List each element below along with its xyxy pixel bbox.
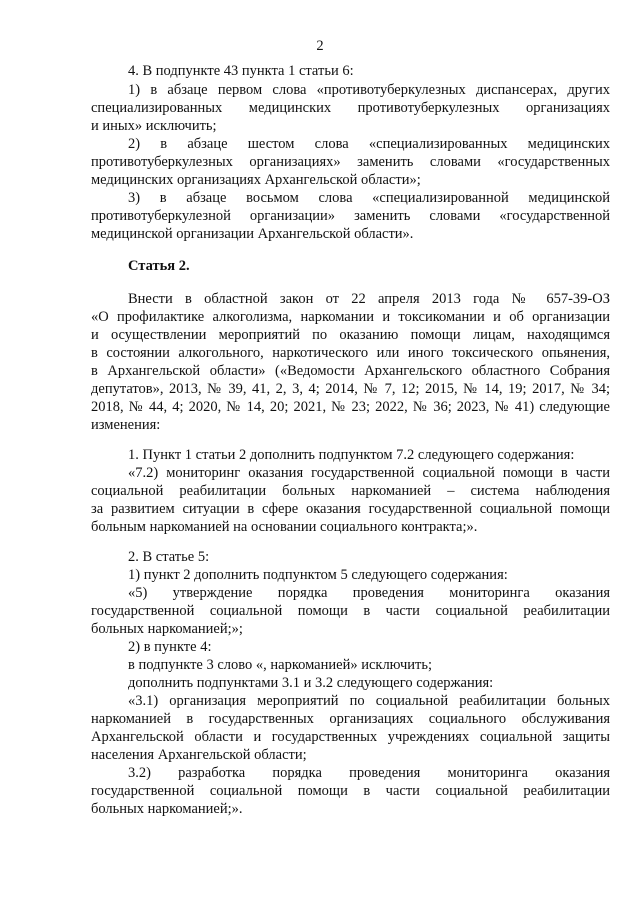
paragraph-line: 1) пункт 2 дополнить подпунктом 5 следующего содержания: [128,567,508,583]
paragraph-line: в Архангельской области» («Ведомости Архангельского областного Собрания [91,363,610,379]
paragraph-line: 2) в абзаце шестом слова «специализированных медицинских [128,136,610,152]
paragraph-line: 2. В статье 5: [128,549,210,565]
article-heading: Статья 2. [128,258,190,274]
paragraph-line: 3.2) разработка порядка проведения мониторинга оказания [128,765,610,781]
paragraph-line: государственной социальной помощи в части социальной реабилитации [91,783,610,799]
paragraph-line: Внести в областной закон от 22 апреля 2013 года № 657-39-ОЗ [128,291,610,307]
paragraph-line: населения Архангельской области; [91,747,307,763]
paragraph-line: «7.2) мониторинг оказания государственной социальной помощи в части [128,465,610,481]
paragraph-line: «3.1) организация мероприятий по социальной реабилитации больных [128,693,610,709]
paragraph-line: наркоманией в государственных организациях социального обслуживания [91,711,610,727]
paragraph-line: в подпункте 3 слово «, наркоманией» исключить; [128,657,432,673]
paragraph-line: изменения: [91,417,161,433]
paragraph-line: «5) утверждение порядка проведения мониторинга оказания [128,585,610,601]
paragraph-line: «О профилактике алкоголизма, наркомании и токсикомании и об организации [91,309,610,325]
paragraph-line: 4. В подпункте 43 пункта 1 статьи 6: [128,63,354,79]
paragraph-line: за развитием ситуации в сфере оказания государственной социальной помощи [91,501,610,517]
paragraph-line: 2018, № 44, 4; 2020, № 14, 20; 2021, № 23; 2022, № 36; 2023, № 41) следующие [91,399,610,415]
paragraph-line: больным наркоманией на основании социального контракта;». [91,519,478,535]
paragraph-line: и осуществлении мероприятий по оказанию помощи лицам, находящимся [91,327,610,343]
paragraph-line: медицинской организации Архангельской области». [91,226,414,242]
paragraph-line: государственной социальной помощи в части социальной реабилитации [91,603,610,619]
paragraph-line: противотуберкулезных организациях» заменить словами «государственных [91,154,610,170]
paragraph-line: социальной реабилитации больных наркоманией – система наблюдения [91,483,610,499]
paragraph-line: 1. Пункт 1 статьи 2 дополнить подпунктом 7.2 следующего содержания: [128,447,575,463]
paragraph-line: 1) в абзаце первом слова «противотуберкулезных диспансерах, других [128,82,610,98]
paragraph-line: в состоянии алкогольного, наркотического или иного токсического опьянения, [91,345,610,361]
page-number: 2 [316,38,324,54]
paragraph-line: 2) в пункте 4: [128,639,212,655]
paragraph-line: противотуберкулезной организации» заменить словами «государственной [91,208,610,224]
paragraph-line: и иных» исключить; [91,118,217,134]
paragraph-line: больных наркоманией;»; [91,621,243,637]
paragraph-line: 3) в абзаце восьмом слова «специализированной медицинской [128,190,610,206]
paragraph-line: депутатов», 2013, № 39, 41, 2, 3, 4; 2014, № 7, 12; 2015, № 14, 19; 2017, № 34; [91,381,610,397]
paragraph-line: специализированных медицинских противотуберкулезных организациях [91,100,610,116]
paragraph-line: медицинских организациях Архангельской области»; [91,172,421,188]
paragraph-line: Архангельской области и государственных учреждениях социальной защиты [91,729,610,745]
paragraph-line: дополнить подпунктами 3.1 и 3.2 следующего содержания: [128,675,494,691]
paragraph-line: больных наркоманией;». [91,801,243,817]
